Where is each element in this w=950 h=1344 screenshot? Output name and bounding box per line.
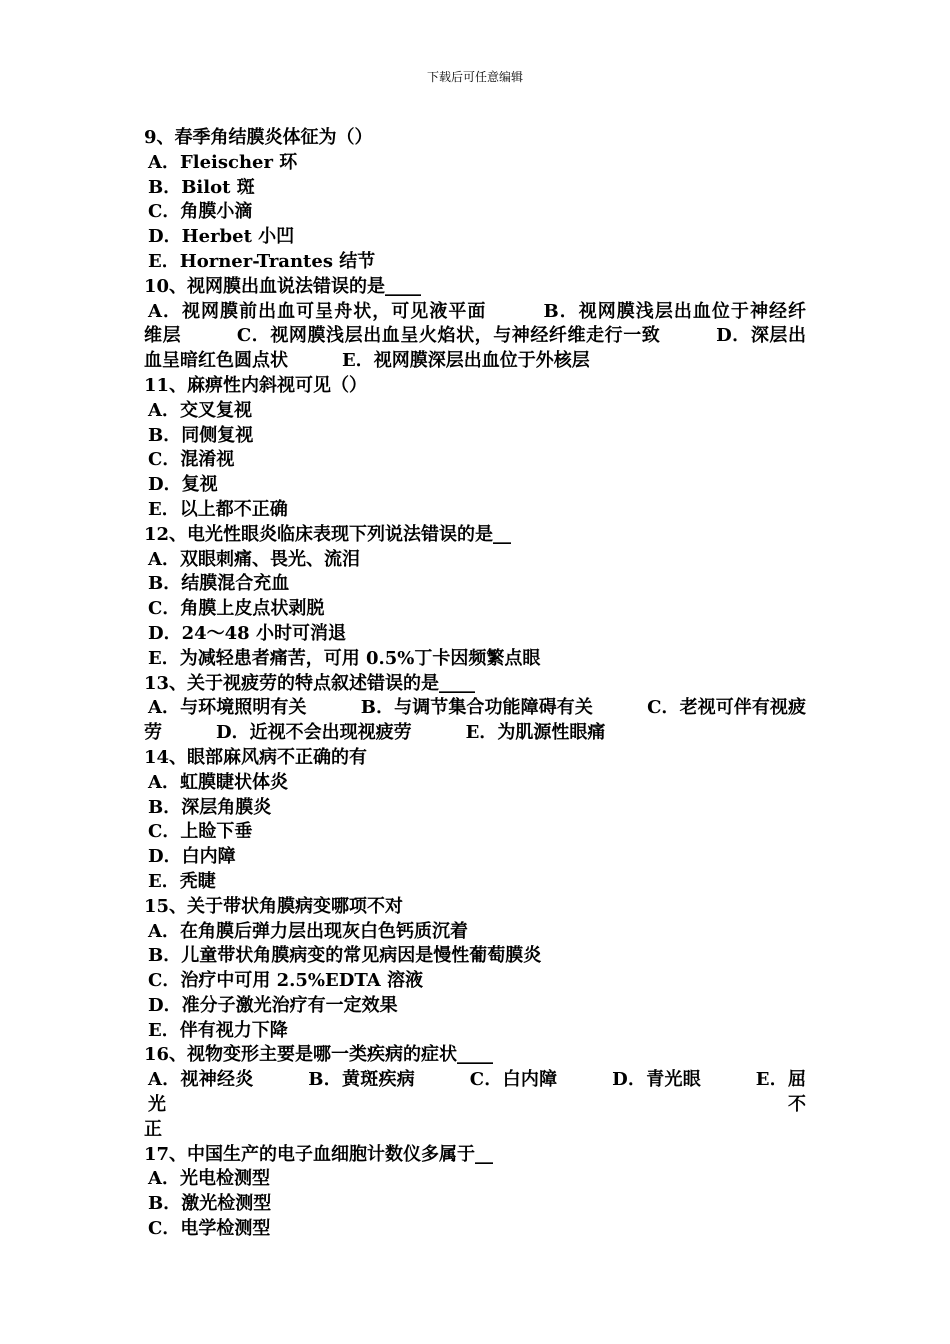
question-17-option-c: C．电学检测型 <box>148 1218 271 1240</box>
question-9-option-d: D．Herbet 小凹 <box>148 226 295 248</box>
question-15-option-d: D．准分子激光治疗有一定效果 <box>148 994 398 1016</box>
question-12-option-b: B．结膜混合充血 <box>148 573 290 595</box>
question-12-option-d: D．24～48 小时可消退 <box>148 622 346 644</box>
question-12-option-a: A．双眼刺痛、畏光、流泪 <box>148 548 360 570</box>
question-12-option-e: E．为减轻患者痛苦，可用 0.5%丁卡因频繁点眼 <box>148 647 541 669</box>
question-10-options-line-1: A．视网膜前出血可呈舟状，可见液平面 B．视网膜浅层出血位于神经纤 <box>148 300 806 322</box>
question-9-option-b: B．Bilot 斑 <box>148 176 255 198</box>
question-13-stem: 13、关于视疲劳的特点叙述错误的是____ <box>144 672 476 694</box>
question-14-option-d: D．白内障 <box>148 846 236 868</box>
question-9-option-c: C．角膜小滴 <box>148 201 253 223</box>
question-13-options-line-1: A．与环境照明有关 B．与调节集合功能障碍有关 C．老视可伴有视疲 <box>148 697 806 719</box>
question-16-options-line-2: 正 <box>144 1118 162 1140</box>
question-16-stem: 16、视物变形主要是哪一类疾病的症状____ <box>144 1044 494 1066</box>
question-12-stem: 12、电光性眼炎临床表现下列说法错误的是__ <box>144 523 512 545</box>
question-15-stem: 15、关于带状角膜病变哪项不对 <box>144 895 404 917</box>
question-11-option-b: B．同侧复视 <box>148 424 254 446</box>
question-14-option-a: A．虹膜睫状体炎 <box>148 771 288 793</box>
question-9-option-e: E．Horner-Trantes 结节 <box>148 250 376 272</box>
question-9-stem: 9、春季角结膜炎体征为（） <box>144 127 373 148</box>
question-10-stem: 10、视网膜出血说法错误的是____ <box>144 275 422 297</box>
page-header: 下载后可任意编辑 <box>426 70 523 84</box>
question-11-option-d: D．复视 <box>148 474 218 496</box>
question-10-options-line-2: 维层 C．视网膜浅层出血呈火焰状，与神经纤维走行一致 D．深层出 <box>144 325 806 347</box>
question-15-option-c: C．治疗中可用 2.5%EDTA 溶液 <box>148 970 423 992</box>
question-15-option-e: E．伴有视力下降 <box>148 1019 288 1041</box>
question-11-option-e: E．以上都不正确 <box>148 498 288 520</box>
question-14-option-b: B．深层角膜炎 <box>148 796 272 818</box>
question-14-option-c: C．上睑下垂 <box>148 821 253 843</box>
question-13-options-line-2: 劳 D．近视不会出现视疲劳 E．为肌源性眼痛 <box>144 722 606 744</box>
question-9-option-a: A．Fleischer 环 <box>148 151 298 173</box>
question-17-option-b: B．激光检测型 <box>148 1193 272 1215</box>
document-body <box>144 126 806 1242</box>
question-15-option-a: A．在角膜后弹力层出现灰白色钙质沉着 <box>148 920 468 942</box>
question-16-options-line-1: A．视神经炎 B．黄斑疾病 C．白内障 D．青光眼 E．屈光不 <box>148 1069 806 1116</box>
question-17-stem: 17、中国生产的电子血细胞计数仪多属于__ <box>144 1143 494 1165</box>
question-12-option-c: C．角膜上皮点状剥脱 <box>148 598 325 620</box>
question-10-options-line-3: 血呈暗红色圆点状 E．视网膜深层出血位于外核层 <box>144 350 590 372</box>
question-11-option-a: A．交叉复视 <box>148 399 252 421</box>
question-11-stem: 11、麻痹性内斜视可见（） <box>144 374 368 396</box>
question-14-stem: 14、眼部麻风病不正确的有 <box>144 746 368 768</box>
question-11-option-c: C．混淆视 <box>148 449 235 471</box>
question-17-option-a: A．光电检测型 <box>148 1168 270 1190</box>
question-14-option-e: E．秃睫 <box>148 870 216 892</box>
question-15-option-b: B．儿童带状角膜病变的常见病因是慢性葡萄膜炎 <box>148 945 542 967</box>
